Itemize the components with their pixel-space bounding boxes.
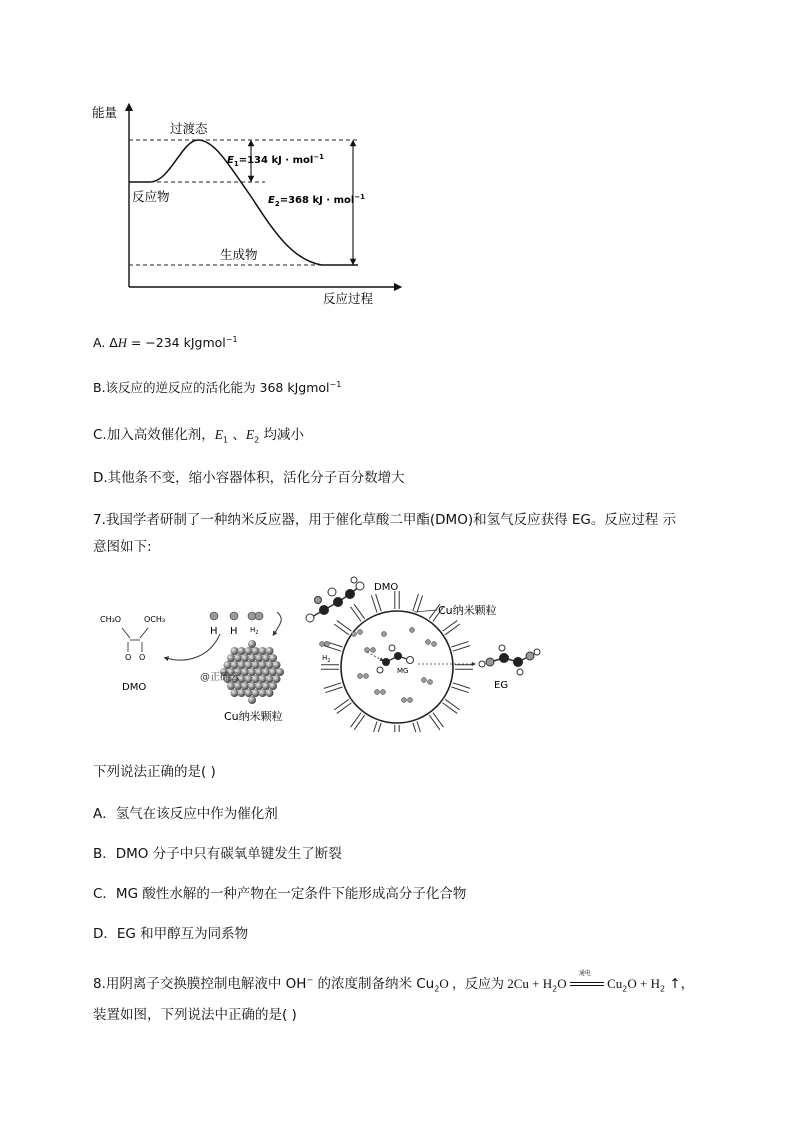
cu-atom bbox=[238, 647, 246, 655]
shell-channel bbox=[453, 683, 470, 689]
cu-atom bbox=[241, 682, 249, 690]
cu-atom bbox=[227, 682, 235, 690]
q8-text-g: ↑， bbox=[665, 976, 695, 992]
q7-stem-line1: 7.我国学者研制了一种纳米反应器，用于催化草酸二甲酯(DMO)和氢气反应获得 EG。反应过程 示 bbox=[93, 512, 677, 528]
svg-text:OCH₃: OCH₃ bbox=[144, 615, 166, 624]
cu-nano-right-label: Cu纳米颗粒 bbox=[438, 604, 497, 617]
q7-option-d: D．EG 和甲醇互为同系物 bbox=[93, 926, 249, 942]
cu-atom bbox=[269, 668, 277, 676]
reaction-process-label: 反应过程 bbox=[323, 291, 374, 306]
inner-particles bbox=[352, 628, 437, 703]
shell-channel bbox=[351, 713, 362, 728]
q8-line2: 装置如图，下列说法中正确的是( ) bbox=[93, 1007, 297, 1023]
cu-atom bbox=[234, 654, 242, 662]
cu-atom bbox=[255, 682, 263, 690]
svg-text:O: O bbox=[125, 653, 132, 662]
eg-label: EG bbox=[494, 680, 509, 691]
cu-atom bbox=[266, 647, 274, 655]
shell-channel bbox=[351, 607, 362, 622]
energy-label: 能量 bbox=[92, 105, 118, 120]
cu-atom bbox=[234, 682, 242, 690]
shell-channel bbox=[445, 699, 460, 710]
shell-channel bbox=[334, 699, 349, 710]
shell-channel bbox=[451, 641, 468, 647]
shell-channel bbox=[429, 715, 440, 730]
cu-atom bbox=[252, 647, 260, 655]
option-c-sub1: 1 bbox=[222, 435, 229, 445]
shell-channel bbox=[325, 687, 342, 693]
cu-atom bbox=[245, 661, 253, 669]
cu-atom bbox=[248, 696, 256, 704]
cu-atom bbox=[248, 654, 256, 662]
option-c-pre: C.加入高效催化剂， bbox=[93, 427, 215, 443]
cu-atom bbox=[259, 675, 267, 683]
q6-option-a bbox=[93, 335, 238, 351]
q7-question: 下列说法正确的是( ) bbox=[93, 764, 216, 780]
option-a-italic: H bbox=[117, 336, 127, 351]
nanoreactor-figure bbox=[92, 572, 552, 732]
shell-channel bbox=[376, 594, 382, 611]
cu-atom bbox=[269, 654, 277, 662]
option-c-sub2: 2 bbox=[254, 435, 260, 445]
dmo-structure bbox=[100, 615, 165, 693]
cu-atom bbox=[231, 689, 239, 697]
q8-text-a: 8.用阴离子交换膜控制电解液中 OH bbox=[93, 976, 307, 992]
q7-stem-line2: 意图如下: bbox=[93, 539, 152, 555]
cu-atom bbox=[248, 668, 256, 676]
cu-nano-bottom-label: Cu纳米颗粒 bbox=[224, 710, 283, 723]
q6-option-b bbox=[93, 378, 341, 396]
q8-electrolysis-arrow bbox=[570, 970, 604, 991]
h2-label: $H_2$ bbox=[250, 626, 259, 636]
q8-sub2: 2 bbox=[552, 984, 558, 994]
cu-atom bbox=[262, 682, 270, 690]
q8-text-d: O bbox=[557, 976, 570, 991]
svg-text:CH₃O: CH₃O bbox=[100, 615, 122, 624]
h-right-label: H bbox=[230, 626, 238, 637]
mg-label: MG bbox=[397, 667, 409, 675]
shell-channel bbox=[354, 715, 365, 730]
cu-atom bbox=[224, 661, 232, 669]
dmo-top-label: DMO bbox=[374, 582, 399, 593]
q8-sub4: 2 bbox=[659, 984, 666, 994]
option-b-sup: −1 bbox=[329, 379, 342, 389]
cu-atom bbox=[259, 689, 267, 697]
dmo-molecule-model bbox=[306, 577, 364, 622]
q8-text-e: Cu bbox=[603, 976, 623, 991]
option-b-text: B.该反应的逆反应的活化能为 368 kJgmol bbox=[93, 380, 330, 395]
shell-channel bbox=[334, 624, 349, 635]
shell-channel bbox=[417, 595, 423, 612]
cu-atom bbox=[266, 661, 274, 669]
shell-channel bbox=[371, 595, 377, 612]
cu-atom bbox=[259, 661, 267, 669]
option-a-value: = −234 kJgmol bbox=[126, 335, 226, 351]
cu-atom bbox=[245, 675, 253, 683]
cu-atom bbox=[276, 668, 284, 676]
q8-text-c: O ，反应为 2Cu + H bbox=[439, 976, 553, 991]
h-left-label: H bbox=[210, 626, 218, 637]
q8-text-b: 的浓度制备纳米 Cu bbox=[313, 976, 435, 992]
cu-atom bbox=[248, 682, 256, 690]
cu-atom bbox=[231, 661, 239, 669]
q7-option-a: A．氢气在该反应中作为催化剂 bbox=[93, 806, 278, 822]
cu-atom bbox=[266, 675, 274, 683]
energy-diagram bbox=[90, 95, 410, 310]
svg-text:O: O bbox=[139, 653, 146, 662]
e1-label: $E_1=134$ kJ · mol$^{-1}$ bbox=[227, 153, 325, 168]
q8-sub1: 2 bbox=[434, 984, 440, 994]
eg-molecule bbox=[479, 645, 540, 675]
cu-atom bbox=[255, 654, 263, 662]
cu-atom bbox=[252, 675, 260, 683]
q6-option-c bbox=[93, 423, 304, 445]
reactants-label: 反应物 bbox=[132, 189, 170, 204]
shell-channel bbox=[337, 621, 352, 632]
q7-option-c: C．MG 酸性水解的一种产物在一定条件下能形成高分子化合物 bbox=[93, 886, 467, 902]
cu-atom bbox=[269, 682, 277, 690]
shell-channel bbox=[445, 624, 460, 635]
shell-channel bbox=[371, 721, 377, 732]
cu-atom bbox=[262, 668, 270, 676]
cu-atom bbox=[227, 654, 235, 662]
products-label: 生成物 bbox=[220, 247, 258, 262]
option-c-e1: E bbox=[214, 427, 223, 442]
shell-channel bbox=[453, 646, 470, 652]
shell-channel bbox=[433, 713, 444, 728]
cu-atom bbox=[255, 668, 263, 676]
transition-state-label: 过渡态 bbox=[170, 121, 208, 136]
cu-atom bbox=[245, 647, 253, 655]
cu-atom bbox=[273, 661, 281, 669]
cu-atom bbox=[273, 675, 281, 683]
q7-option-b: B．DMO 分子中只有碳氧单键发生了断裂 bbox=[93, 846, 342, 862]
cu-atom bbox=[241, 668, 249, 676]
option-c-post: 均减小 bbox=[259, 427, 304, 443]
q8-sup: − bbox=[306, 975, 314, 985]
cu-atom bbox=[238, 689, 246, 697]
cu-atom bbox=[259, 647, 267, 655]
q6-option-d: D.其他条不变，缩小容器体积，活化分子百分数增大 bbox=[93, 470, 405, 486]
option-a-prefix: A. Δ bbox=[93, 335, 118, 351]
h-transfer-arrow bbox=[166, 634, 220, 660]
cu-atom bbox=[238, 661, 246, 669]
dmo-bottom-label: DMO bbox=[122, 682, 147, 693]
shell-channel bbox=[413, 594, 419, 611]
q8-text-f: O + H bbox=[627, 976, 660, 991]
cu-atom bbox=[245, 689, 253, 697]
option-c-e2: E bbox=[245, 427, 255, 442]
option-a-sup: −1 bbox=[225, 335, 238, 344]
cu-atom bbox=[262, 654, 270, 662]
cu-atom bbox=[231, 647, 239, 655]
q8-arrow-label: 通电 bbox=[578, 970, 591, 977]
cu-atom bbox=[266, 689, 274, 697]
cu-atom bbox=[252, 661, 260, 669]
option-c-mid: 、 bbox=[228, 427, 246, 443]
h2-inner-label: $H_2$ bbox=[322, 654, 331, 664]
shell-channel bbox=[417, 721, 423, 732]
cu-atom bbox=[241, 654, 249, 662]
shell-channel bbox=[443, 621, 458, 632]
q8-sub3: 2 bbox=[622, 984, 628, 994]
shell-channel bbox=[354, 604, 365, 619]
shell-channel bbox=[324, 683, 341, 689]
shell-channel bbox=[337, 703, 352, 714]
shell-channel bbox=[451, 687, 468, 693]
q8-line1 bbox=[93, 972, 694, 994]
shell-channel bbox=[443, 703, 458, 714]
cu-atom bbox=[248, 640, 256, 648]
watermark: @正确云 bbox=[200, 672, 240, 683]
cu-atom bbox=[252, 689, 260, 697]
e2-label: $E_2=368$ kJ · mol$^{-1}$ bbox=[268, 193, 366, 208]
